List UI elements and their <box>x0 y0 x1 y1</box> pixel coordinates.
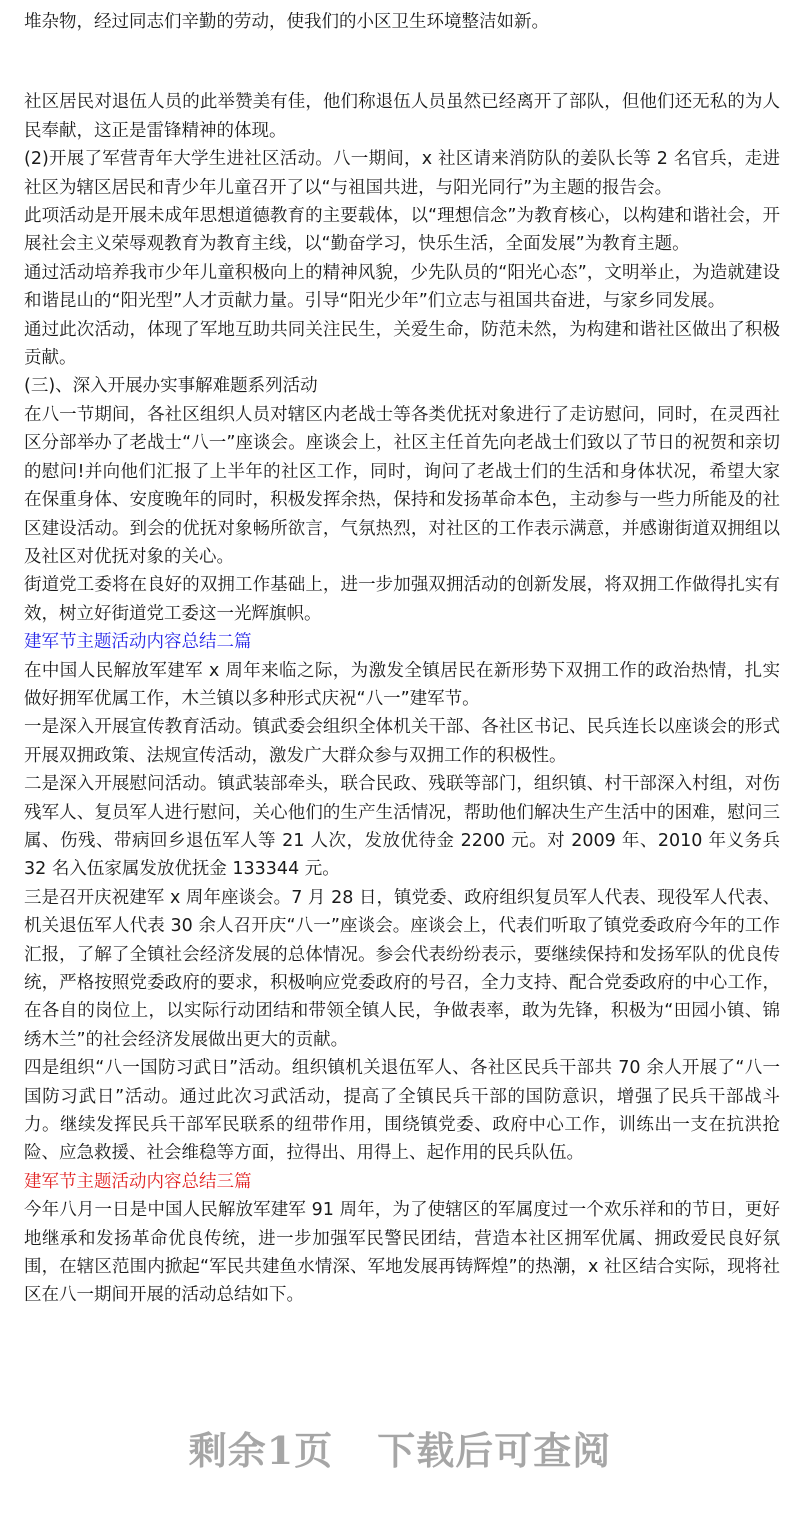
paragraph: 在八一节期间，各社区组织人员对辖区内老战士等各类优抚对象进行了走访慰问，同时，在灵西社区分部举办了老战士“八一”座谈会。座谈会上，社区主任首先向老战士们致以了节日的祝贺和亲切的慰问!并向他们汇报了上半年的社区工作，同时，询问了老战士们的生活和身体状况，希望大家在保重身体、安度晚年的同时，积极发挥余热，保持和发扬革命本色，主动参与一些力所能及的社区建设活动。到会的优抚对象畅所欲言，气氛热烈，对社区的工作表示满意，并感谢街道双拥组以及社区对优抚对象的关心。 <box>24 404 780 567</box>
paragraph: 二是深入开展慰问活动。镇武装部牵头，联合民政、残联等部门，组织镇、村干部深入村组，对伤残军人、复员军人进行慰问，关心他们的生产生活情况，帮助他们解决生产生活中的困难，慰问三属、伤残、带病回乡退伍军人等 21 人次，发放优待金 2200 元。对 2009 年、2010 年义务兵 32 名入伍家属发放优抚金 133344 元。 <box>24 774 780 880</box>
download-to-view-label[interactable]: 下载后可查阅 <box>377 1428 612 1473</box>
paragraph: 街道党工委将在良好的双拥工作基础上，进一步加强双拥活动的创新发展，将双拥工作做得扎实有效，树立好街道党工委这一光辉旗帜。 <box>24 575 780 624</box>
remaining-pages-label: 剩余1页 <box>188 1428 334 1473</box>
paragraph: 通过此次活动，体现了军地互助共同关注民生，关爱生命，防范未然，为构建和谐社区做出了积极贡献。 <box>24 319 780 369</box>
paragraph: 一是深入开展宣传教育活动。镇武委会组织全体机关干部、各社区书记、民兵连长以座谈会的形式开展双拥政策、法规宣传活动，激发广大群众参与双拥工作的积极性。 <box>24 717 780 766</box>
paragraph: 通过活动培养我市少年儿童积极向上的精神风貌，少先队员的“阳光心态”，文明举止，为造就建设和谐昆山的“阳光型”人才贡献力量。引导“阳光少年”们立志与祖国共奋进，与家乡同发展。 <box>24 262 780 312</box>
document-body <box>24 8 780 1310</box>
paragraph: 四是组织“八一国防习武日”活动。组织镇机关退伍军人、各社区民兵干部共 70 余人开展了“八一国防习武日”活动。通过此次习武活动，提高了全镇民兵干部的国防意识，增强了民兵干部战斗力。继续发挥民兵干部军民联系的纽带作用，围绕镇党委、政府中心工作，训练出一支在抗洪抢险、应急救援、社会维稳等方面，拉得出、用得上、起作用的民兵队伍。 <box>24 1058 780 1164</box>
section-heading-3[interactable]: 建军节主题活动内容总结三篇 <box>24 1171 252 1192</box>
download-prompt[interactable] <box>0 1420 800 1475</box>
paragraph: 此项活动是开展未成年思想道德教育的主要载体，以“理想信念”为教育核心，以构建和谐社会，开展社会主义荣辱观教育为教育主线，以“勤奋学习，快乐生活，全面发展”为教育主题。 <box>24 206 780 255</box>
section-subheading: (三)、深入开展办实事解难题系列活动 <box>24 376 318 397</box>
paragraph: (2)开展了军营青年大学生进社区活动。八一期间，x 社区请来消防队的姜队长等 2 名官兵，走进社区为辖区居民和青少年儿童召开了以“与祖国共进，与阳光同行”为主题的报告会。 <box>24 149 780 198</box>
paragraph: 堆杂物，经过同志们辛勤的劳动，使我们的小区卫生环境整洁如新。 <box>24 12 549 32</box>
section-heading-2[interactable]: 建军节主题活动内容总结二篇 <box>24 632 252 653</box>
paragraph: 今年八月一日是中国人民解放军建军 91 周年，为了使辖区的军属度过一个欢乐祥和的节日，更好地继承和发扬革命优良传统，进一步加强军民警民团结，营造本社区拥军优属、拥政爱民良好氛围，在辖区范围内掀起“军民共建鱼水情深、军地发展再铸辉煌”的热潮，x 社区结合实际，现将社区在八一期间开展的活动总结如下。 <box>24 1200 780 1306</box>
spacer <box>24 36 780 88</box>
paragraph: 三是召开庆祝建军 x 周年座谈会。7 月 28 日，镇党委、政府组织复员军人代表、现役军人代表、机关退伍军人代表 30 余人召开庆“八一”座谈会。座谈会上，代表们听取了镇党委政府今年的工作汇报，了解了全镇社会经济发展的总体情况。参会代表纷纷表示，要继续保持和发扬军队的优良传统，严格按照党委政府的要求，积极响应党委政府的号召，全力支持、配合党委政府的中心工作，在各自的岗位上，以实际行动团结和带领全镇人民，争做表率，敢为先锋，积极为“田园小镇、锦绣木兰”的社会经济发展做出更大的贡献。 <box>24 887 780 1050</box>
paragraph: 社区居民对退伍人员的此举赞美有佳，他们称退伍人员虽然已经离开了部队，但他们还无私的为人民奉献，这正是雷锋精神的体现。 <box>24 92 780 141</box>
paragraph: 在中国人民解放军建军 x 周年来临之际，为激发全镇居民在新形势下双拥工作的政治热情，扎实做好拥军优属工作，木兰镇以多种形式庆祝“八一”建军节。 <box>24 660 780 709</box>
